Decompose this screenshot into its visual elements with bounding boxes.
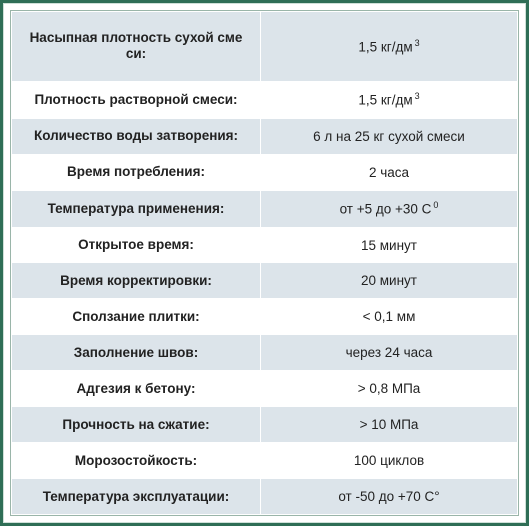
table-row	[12, 443, 518, 479]
parameter-value: 2 часа	[368, 164, 410, 180]
table-row	[12, 335, 518, 371]
parameter-value: 20 минут	[361, 273, 417, 289]
parameter-name-cell: Температура применения:	[12, 190, 261, 227]
parameter-value-cell	[261, 407, 518, 443]
parameter-value: 15 минут	[361, 237, 417, 253]
table-row	[12, 479, 518, 515]
table-row	[12, 154, 518, 190]
parameter-value-cell	[261, 227, 518, 263]
parameter-value-cell	[261, 371, 518, 407]
parameter-value-cell	[261, 12, 518, 82]
parameter-name-cell: Заполнение швов:	[12, 335, 261, 371]
parameter-name-cell: Количество воды затворения:	[12, 118, 261, 154]
parameter-value-cell	[261, 154, 518, 190]
parameter-name-cell: Адгезия к бетону:	[12, 371, 261, 407]
table-row	[12, 190, 518, 227]
parameter-value: < 0,1 мм	[362, 309, 416, 325]
parameter-value: 6 л на 25 кг сухой смеси	[313, 128, 465, 144]
parameter-value-cell	[261, 479, 518, 515]
table-row	[12, 371, 518, 407]
parameter-name-cell: Открытое время:	[12, 227, 261, 263]
parameter-name-cell: Сползание плитки:	[12, 299, 261, 335]
parameter-value: > 0,8 МПа	[357, 381, 421, 397]
table-row	[12, 299, 518, 335]
parameter-value: от +5 до +30 С	[339, 201, 432, 217]
parameter-value-cell	[261, 81, 518, 118]
parameter-value-cell	[261, 190, 518, 227]
parameter-name-cell: Плотность растворной смеси:	[12, 81, 261, 118]
parameter-value-cell	[261, 335, 518, 371]
parameter-value: 1,5 кг/дм	[358, 39, 413, 55]
parameter-name-cell: Прочность на сжатие:	[12, 407, 261, 443]
parameter-name-cell: Температура эксплуатации:	[12, 479, 261, 515]
table-row	[12, 227, 518, 263]
parameter-value-cell	[261, 299, 518, 335]
parameter-value: 100 циклов	[353, 453, 425, 469]
parameter-value: 1,5 кг/дм	[358, 92, 413, 108]
table-row	[12, 81, 518, 118]
table-inner-border	[10, 10, 519, 516]
table-row	[12, 118, 518, 154]
table-row	[12, 263, 518, 299]
parameter-value: > 10 МПа	[359, 417, 419, 433]
superscript: 3	[414, 91, 420, 102]
parameter-value-cell	[261, 263, 518, 299]
parameter-value-cell	[261, 118, 518, 154]
parameter-value: от -50 до +70 С°	[338, 489, 440, 504]
table-row	[12, 12, 518, 82]
parameter-name-cell: Морозостойкость:	[12, 443, 261, 479]
parameter-value-cell	[261, 443, 518, 479]
parameter-name-cell: Время корректировки:	[12, 263, 261, 299]
parameter-name-cell: Насыпная плотность сухой сме си:	[12, 12, 261, 82]
superscript: 0	[433, 200, 439, 211]
table-row	[12, 407, 518, 443]
parameter-value: через 24 часа	[345, 345, 433, 361]
parameter-name-cell: Время потребления:	[12, 154, 261, 190]
superscript: 3	[414, 38, 420, 49]
properties-table-body	[12, 12, 518, 515]
properties-table	[11, 11, 518, 515]
